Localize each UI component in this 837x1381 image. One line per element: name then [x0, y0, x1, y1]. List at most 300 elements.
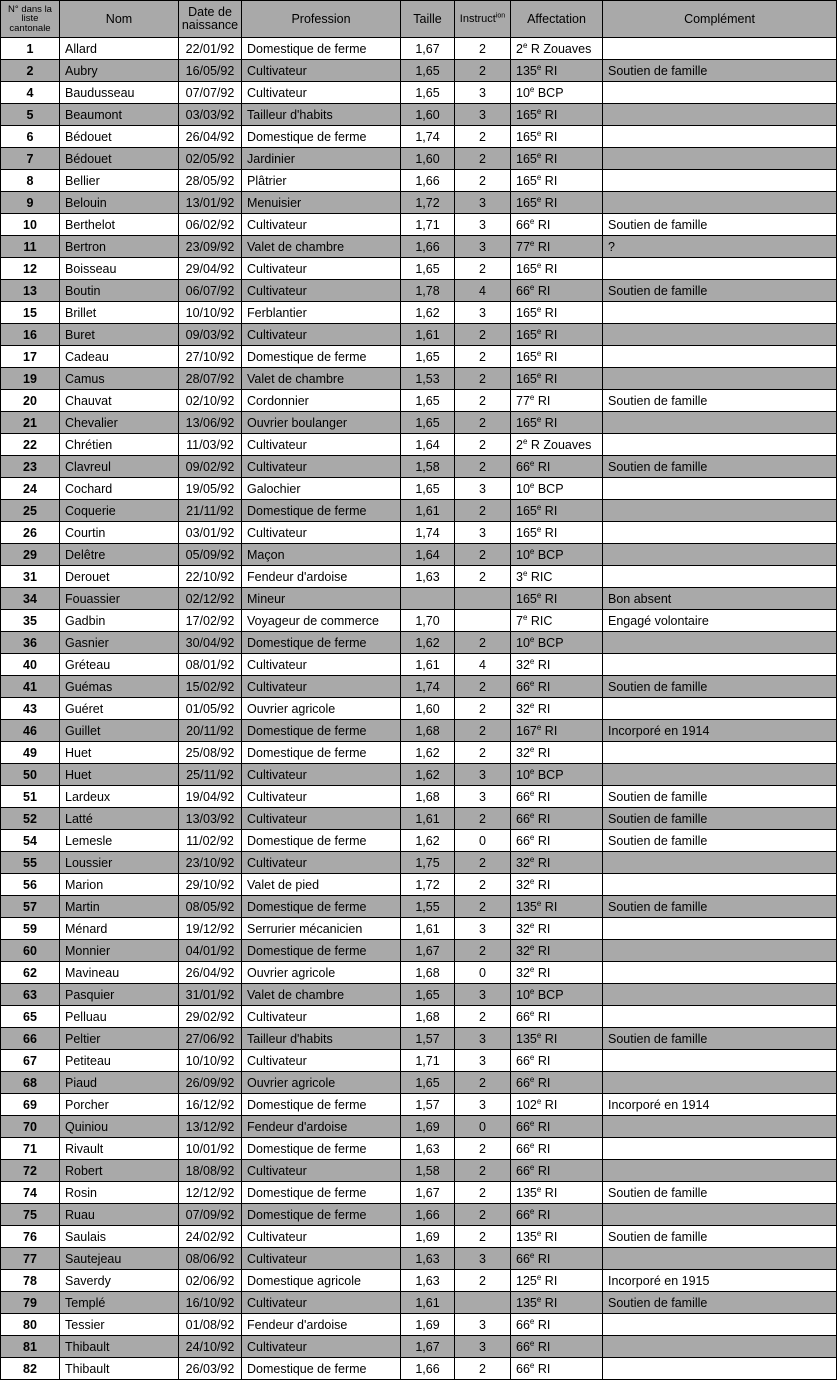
- affectation-unit: RI: [534, 283, 551, 298]
- cell-instruction: 3: [455, 82, 511, 104]
- cell-profession: Domestique agricole: [242, 1270, 401, 1292]
- affectation-unit: RI: [534, 811, 551, 826]
- cell-affectation: [511, 346, 603, 368]
- affectation-ordinal: e: [529, 854, 535, 864]
- table-row: [1, 258, 837, 280]
- cell-instruction: 2: [455, 148, 511, 170]
- affectation-number: 165: [516, 327, 537, 342]
- cell-profession: Cultivateur: [242, 434, 401, 456]
- table-row: [1, 874, 837, 896]
- affectation-unit: RI: [534, 1361, 551, 1376]
- cell-complement: Soutien de famille: [603, 786, 837, 808]
- table-row: [1, 500, 837, 522]
- cell-complement: [603, 852, 837, 874]
- cell-affectation: [511, 1006, 603, 1028]
- cell-complement: Soutien de famille: [603, 830, 837, 852]
- cell-num: 9: [1, 192, 60, 214]
- table-row: [1, 962, 837, 984]
- affectation-ordinal: e: [529, 942, 535, 952]
- cell-profession: Ferblantier: [242, 302, 401, 324]
- cell-taille: 1,61: [401, 1292, 455, 1314]
- cell-nom: Chauvat: [60, 390, 179, 412]
- cell-date: 12/12/92: [179, 1182, 242, 1204]
- cell-date: 02/05/92: [179, 148, 242, 170]
- cell-taille: 1,57: [401, 1094, 455, 1116]
- affectation-number: 66: [516, 283, 530, 298]
- cell-taille: 1,58: [401, 1160, 455, 1182]
- cell-affectation: [511, 236, 603, 258]
- table-row: [1, 1160, 837, 1182]
- cell-profession: Domestique de ferme: [242, 632, 401, 654]
- table-row: [1, 60, 837, 82]
- cell-nom: Quiniou: [60, 1116, 179, 1138]
- affectation-number: 165: [516, 173, 537, 188]
- cell-instruction: 2: [455, 808, 511, 830]
- cell-profession: Domestique de ferme: [242, 1182, 401, 1204]
- affectation-ordinal: e: [529, 876, 535, 886]
- affectation-unit: RI: [541, 305, 558, 320]
- cell-profession: Cultivateur: [242, 1336, 401, 1358]
- cell-date: 16/05/92: [179, 60, 242, 82]
- affectation-ordinal: e: [536, 1096, 542, 1106]
- cell-affectation: [511, 522, 603, 544]
- cell-num: 62: [1, 962, 60, 984]
- cell-taille: 1,62: [401, 302, 455, 324]
- cell-date: 24/10/92: [179, 1336, 242, 1358]
- table-row: [1, 126, 837, 148]
- cell-instruction: 2: [455, 38, 511, 60]
- affectation-unit: RI: [534, 1119, 551, 1134]
- cell-complement: [603, 192, 837, 214]
- cell-taille: 1,55: [401, 896, 455, 918]
- cell-date: 19/12/92: [179, 918, 242, 940]
- table-row: [1, 984, 837, 1006]
- cell-num: 21: [1, 412, 60, 434]
- cell-affectation: [511, 1072, 603, 1094]
- affectation-ordinal: e: [536, 348, 542, 358]
- cell-nom: Templé: [60, 1292, 179, 1314]
- cell-nom: Mavineau: [60, 962, 179, 984]
- table-row: [1, 1292, 837, 1314]
- cell-complement: [603, 346, 837, 368]
- affectation-number: 32: [516, 921, 530, 936]
- cell-num: 23: [1, 456, 60, 478]
- cell-instruction: 2: [455, 1160, 511, 1182]
- cell-instruction: 2: [455, 456, 511, 478]
- cell-complement: [603, 1314, 837, 1336]
- cell-num: 52: [1, 808, 60, 830]
- cell-affectation: [511, 324, 603, 346]
- cell-nom: Thibault: [60, 1358, 179, 1380]
- cell-profession: Maçon: [242, 544, 401, 566]
- cell-affectation: [511, 148, 603, 170]
- cell-profession: Galochier: [242, 478, 401, 500]
- cell-nom: Aubry: [60, 60, 179, 82]
- affectation-number: 125: [516, 1273, 537, 1288]
- cell-complement: [603, 500, 837, 522]
- cell-affectation: [511, 1314, 603, 1336]
- table-row: [1, 1358, 837, 1380]
- affectation-unit: BCP: [534, 987, 564, 1002]
- affectation-unit: RI: [534, 855, 551, 870]
- cell-profession: Domestique de ferme: [242, 830, 401, 852]
- cell-num: 72: [1, 1160, 60, 1182]
- cell-complement: [603, 1006, 837, 1028]
- cell-taille: 1,69: [401, 1116, 455, 1138]
- affectation-ordinal: e: [529, 238, 535, 248]
- cell-date: 08/06/92: [179, 1248, 242, 1270]
- cell-complement: Engagé volontaire: [603, 610, 837, 632]
- cell-complement: [603, 478, 837, 500]
- header-affectation: Affectation: [511, 1, 603, 38]
- cell-taille: 1,70: [401, 610, 455, 632]
- affectation-number: 165: [516, 525, 537, 540]
- table-row: [1, 698, 837, 720]
- cell-profession: Valet de chambre: [242, 236, 401, 258]
- cell-complement: [603, 324, 837, 346]
- cell-num: 11: [1, 236, 60, 258]
- cell-affectation: [511, 1094, 603, 1116]
- cell-num: 69: [1, 1094, 60, 1116]
- cell-affectation: [511, 104, 603, 126]
- affectation-unit: RI: [541, 723, 558, 738]
- cell-nom: Pelluau: [60, 1006, 179, 1028]
- affectation-unit: RI: [541, 525, 558, 540]
- cell-taille: 1,64: [401, 434, 455, 456]
- cell-instruction: 2: [455, 346, 511, 368]
- cell-nom: Fouassier: [60, 588, 179, 610]
- affectation-number: 77: [516, 239, 530, 254]
- cell-affectation: [511, 896, 603, 918]
- cell-date: 13/12/92: [179, 1116, 242, 1138]
- affectation-number: 165: [516, 371, 537, 386]
- cell-date: 29/02/92: [179, 1006, 242, 1028]
- cell-profession: Fendeur d'ardoise: [242, 1116, 401, 1138]
- cell-profession: Cultivateur: [242, 786, 401, 808]
- cell-affectation: [511, 588, 603, 610]
- cell-affectation: [511, 852, 603, 874]
- cell-complement: [603, 412, 837, 434]
- cell-date: 22/01/92: [179, 38, 242, 60]
- table-row: [1, 1094, 837, 1116]
- affectation-unit: RI: [541, 1031, 558, 1046]
- affectation-unit: RI: [534, 393, 551, 408]
- cell-complement: [603, 874, 837, 896]
- cell-date: 02/06/92: [179, 1270, 242, 1292]
- affectation-ordinal: e: [522, 612, 528, 622]
- cell-taille: 1,69: [401, 1226, 455, 1248]
- cell-nom: Peltier: [60, 1028, 179, 1050]
- cell-instruction: 2: [455, 1006, 511, 1028]
- cell-affectation: [511, 1138, 603, 1160]
- affectation-ordinal: e: [529, 458, 535, 468]
- cell-profession: Jardinier: [242, 148, 401, 170]
- cell-nom: Bédouet: [60, 126, 179, 148]
- cell-date: 10/10/92: [179, 302, 242, 324]
- cell-nom: Bellier: [60, 170, 179, 192]
- affectation-unit: BCP: [534, 767, 564, 782]
- cell-instruction: 4: [455, 654, 511, 676]
- cell-affectation: [511, 544, 603, 566]
- cell-complement: [603, 148, 837, 170]
- affectation-ordinal: e: [529, 84, 535, 94]
- cell-instruction: 2: [455, 1358, 511, 1380]
- affectation-unit: BCP: [534, 85, 564, 100]
- cell-nom: Derouet: [60, 566, 179, 588]
- cell-date: 19/04/92: [179, 786, 242, 808]
- cell-taille: 1,71: [401, 1050, 455, 1072]
- cell-affectation: [511, 390, 603, 412]
- cell-profession: Cultivateur: [242, 280, 401, 302]
- cell-affectation: [511, 214, 603, 236]
- cell-affectation: [511, 984, 603, 1006]
- header-complement: Complément: [603, 1, 837, 38]
- cell-affectation: [511, 654, 603, 676]
- cell-profession: Ouvrier agricole: [242, 1072, 401, 1094]
- cell-taille: 1,75: [401, 852, 455, 874]
- cell-profession: Serrurier mécanicien: [242, 918, 401, 940]
- cell-taille: 1,67: [401, 940, 455, 962]
- cell-taille: 1,68: [401, 962, 455, 984]
- cell-taille: 1,61: [401, 918, 455, 940]
- cell-complement: [603, 632, 837, 654]
- affectation-ordinal: e: [536, 260, 542, 270]
- table-row: [1, 390, 837, 412]
- table-row: [1, 654, 837, 676]
- affectation-number: 167: [516, 723, 537, 738]
- affectation-unit: RI: [541, 107, 558, 122]
- cell-profession: Domestique de ferme: [242, 1358, 401, 1380]
- affectation-unit: RI: [534, 239, 551, 254]
- cell-affectation: [511, 1336, 603, 1358]
- cell-num: 74: [1, 1182, 60, 1204]
- cell-date: 26/04/92: [179, 962, 242, 984]
- table-row: [1, 170, 837, 192]
- cell-instruction: 3: [455, 192, 511, 214]
- table-row: [1, 1248, 837, 1270]
- table-row: [1, 1336, 837, 1358]
- cell-date: 03/01/92: [179, 522, 242, 544]
- affectation-number: 66: [516, 1075, 530, 1090]
- cell-nom: Robert: [60, 1160, 179, 1182]
- cell-nom: Saverdy: [60, 1270, 179, 1292]
- affectation-number: 66: [516, 1119, 530, 1134]
- affectation-number: 77: [516, 393, 530, 408]
- cell-affectation: [511, 786, 603, 808]
- cell-nom: Bertron: [60, 236, 179, 258]
- cell-date: 06/07/92: [179, 280, 242, 302]
- cell-instruction: 2: [455, 852, 511, 874]
- cell-nom: Brillet: [60, 302, 179, 324]
- cell-profession: Ouvrier agricole: [242, 698, 401, 720]
- table-row: [1, 940, 837, 962]
- cell-instruction: 2: [455, 544, 511, 566]
- affectation-ordinal: e: [536, 1030, 542, 1040]
- affectation-ordinal: e: [529, 986, 535, 996]
- cell-date: 20/11/92: [179, 720, 242, 742]
- affectation-number: 10: [516, 987, 530, 1002]
- affectation-ordinal: e: [529, 1162, 535, 1172]
- table-row: [1, 610, 837, 632]
- cell-complement: [603, 258, 837, 280]
- affectation-unit: R Zouaves: [527, 437, 592, 452]
- affectation-unit: RI: [541, 1295, 558, 1310]
- cell-affectation: [511, 1160, 603, 1182]
- header-num-line1: N° dans la: [8, 3, 52, 15]
- table-row: [1, 192, 837, 214]
- cell-nom: Ruau: [60, 1204, 179, 1226]
- cell-instruction: 3: [455, 478, 511, 500]
- cell-date: 16/12/92: [179, 1094, 242, 1116]
- cell-affectation: [511, 720, 603, 742]
- affectation-ordinal: e: [536, 590, 542, 600]
- cell-taille: 1,66: [401, 236, 455, 258]
- affectation-unit: RI: [541, 1273, 558, 1288]
- cell-date: 13/03/92: [179, 808, 242, 830]
- cell-affectation: [511, 610, 603, 632]
- affectation-unit: BCP: [534, 547, 564, 562]
- affectation-number: 10: [516, 85, 530, 100]
- cell-instruction: 2: [455, 1226, 511, 1248]
- cell-nom: Berthelot: [60, 214, 179, 236]
- affectation-number: 135: [516, 1295, 537, 1310]
- cell-affectation: [511, 1028, 603, 1050]
- affectation-ordinal: e: [536, 898, 542, 908]
- cell-profession: Voyageur de commerce: [242, 610, 401, 632]
- affectation-ordinal: e: [529, 1316, 535, 1326]
- affectation-unit: RI: [534, 877, 551, 892]
- cell-date: 01/08/92: [179, 1314, 242, 1336]
- affectation-number: 66: [516, 1361, 530, 1376]
- cell-profession: Mineur: [242, 588, 401, 610]
- affectation-unit: RI: [541, 327, 558, 342]
- affectation-number: 32: [516, 877, 530, 892]
- cell-complement: [603, 1160, 837, 1182]
- cell-num: 51: [1, 786, 60, 808]
- cell-taille: 1,63: [401, 1270, 455, 1292]
- affectation-unit: RI: [541, 1097, 558, 1112]
- cell-taille: 1,69: [401, 1314, 455, 1336]
- affectation-unit: RI: [534, 921, 551, 936]
- cell-num: 49: [1, 742, 60, 764]
- cell-profession: Valet de pied: [242, 874, 401, 896]
- table-row: [1, 830, 837, 852]
- cell-taille: 1,61: [401, 654, 455, 676]
- cell-complement: [603, 698, 837, 720]
- affectation-ordinal: e: [529, 216, 535, 226]
- cell-date: 06/02/92: [179, 214, 242, 236]
- cell-complement: Soutien de famille: [603, 456, 837, 478]
- cell-profession: Cultivateur: [242, 852, 401, 874]
- cell-complement: [603, 918, 837, 940]
- affectation-unit: RI: [541, 371, 558, 386]
- table-row: [1, 896, 837, 918]
- cell-nom: Guémas: [60, 676, 179, 698]
- affectation-unit: RI: [534, 745, 551, 760]
- cell-num: 59: [1, 918, 60, 940]
- table-row: [1, 786, 837, 808]
- cell-nom: Coquerie: [60, 500, 179, 522]
- cell-instruction: 2: [455, 1182, 511, 1204]
- cell-date: 02/10/92: [179, 390, 242, 412]
- affectation-unit: RI: [534, 1141, 551, 1156]
- cell-nom: Chrétien: [60, 434, 179, 456]
- cell-complement: [603, 742, 837, 764]
- cell-affectation: [511, 808, 603, 830]
- affectation-number: 2: [516, 437, 523, 452]
- affectation-unit: RI: [534, 943, 551, 958]
- cell-taille: 1,74: [401, 676, 455, 698]
- cell-taille: 1,78: [401, 280, 455, 302]
- cell-nom: Petiteau: [60, 1050, 179, 1072]
- header-instruction-sup: ion: [495, 11, 506, 19]
- affectation-number: 2: [516, 41, 523, 56]
- table-row: [1, 346, 837, 368]
- cell-complement: [603, 1248, 837, 1270]
- cell-num: 22: [1, 434, 60, 456]
- cell-profession: Cultivateur: [242, 1248, 401, 1270]
- cell-profession: Cultivateur: [242, 808, 401, 830]
- cell-nom: Chevalier: [60, 412, 179, 434]
- affectation-number: 7: [516, 613, 523, 628]
- affectation-number: 165: [516, 591, 537, 606]
- cell-date: 10/01/92: [179, 1138, 242, 1160]
- cell-instruction: 2: [455, 412, 511, 434]
- cell-taille: 1,68: [401, 1006, 455, 1028]
- cell-taille: 1,71: [401, 214, 455, 236]
- cell-taille: 1,58: [401, 456, 455, 478]
- cell-affectation: [511, 632, 603, 654]
- cell-profession: Cultivateur: [242, 214, 401, 236]
- affectation-number: 32: [516, 965, 530, 980]
- cell-nom: Delêtre: [60, 544, 179, 566]
- cell-nom: Huet: [60, 742, 179, 764]
- affectation-ordinal: e: [536, 106, 542, 116]
- affectation-ordinal: e: [529, 700, 535, 710]
- affectation-number: 102: [516, 1097, 537, 1112]
- cell-num: 56: [1, 874, 60, 896]
- cell-nom: Courtin: [60, 522, 179, 544]
- cell-taille: 1,65: [401, 984, 455, 1006]
- table-row: [1, 1138, 837, 1160]
- cell-affectation: [511, 1292, 603, 1314]
- affectation-number: 66: [516, 811, 530, 826]
- affectation-unit: RI: [541, 349, 558, 364]
- affectation-ordinal: e: [536, 194, 542, 204]
- cell-nom: Latté: [60, 808, 179, 830]
- cell-profession: Tailleur d'habits: [242, 1028, 401, 1050]
- cell-date: 27/06/92: [179, 1028, 242, 1050]
- cell-taille: 1,72: [401, 192, 455, 214]
- cell-profession: Domestique de ferme: [242, 720, 401, 742]
- cell-instruction: 3: [455, 214, 511, 236]
- table-row: [1, 808, 837, 830]
- cell-instruction: 3: [455, 1248, 511, 1270]
- affectation-ordinal: e: [529, 634, 535, 644]
- cell-taille: 1,61: [401, 324, 455, 346]
- cell-instruction: 3: [455, 236, 511, 258]
- cell-affectation: [511, 1270, 603, 1292]
- cell-instruction: 2: [455, 324, 511, 346]
- cell-date: 29/04/92: [179, 258, 242, 280]
- affectation-unit: RIC: [527, 613, 553, 628]
- cell-nom: Baudusseau: [60, 82, 179, 104]
- cell-complement: [603, 1336, 837, 1358]
- cell-date: 23/09/92: [179, 236, 242, 258]
- cell-complement: [603, 1072, 837, 1094]
- cell-taille: 1,65: [401, 258, 455, 280]
- affectation-number: 135: [516, 1229, 537, 1244]
